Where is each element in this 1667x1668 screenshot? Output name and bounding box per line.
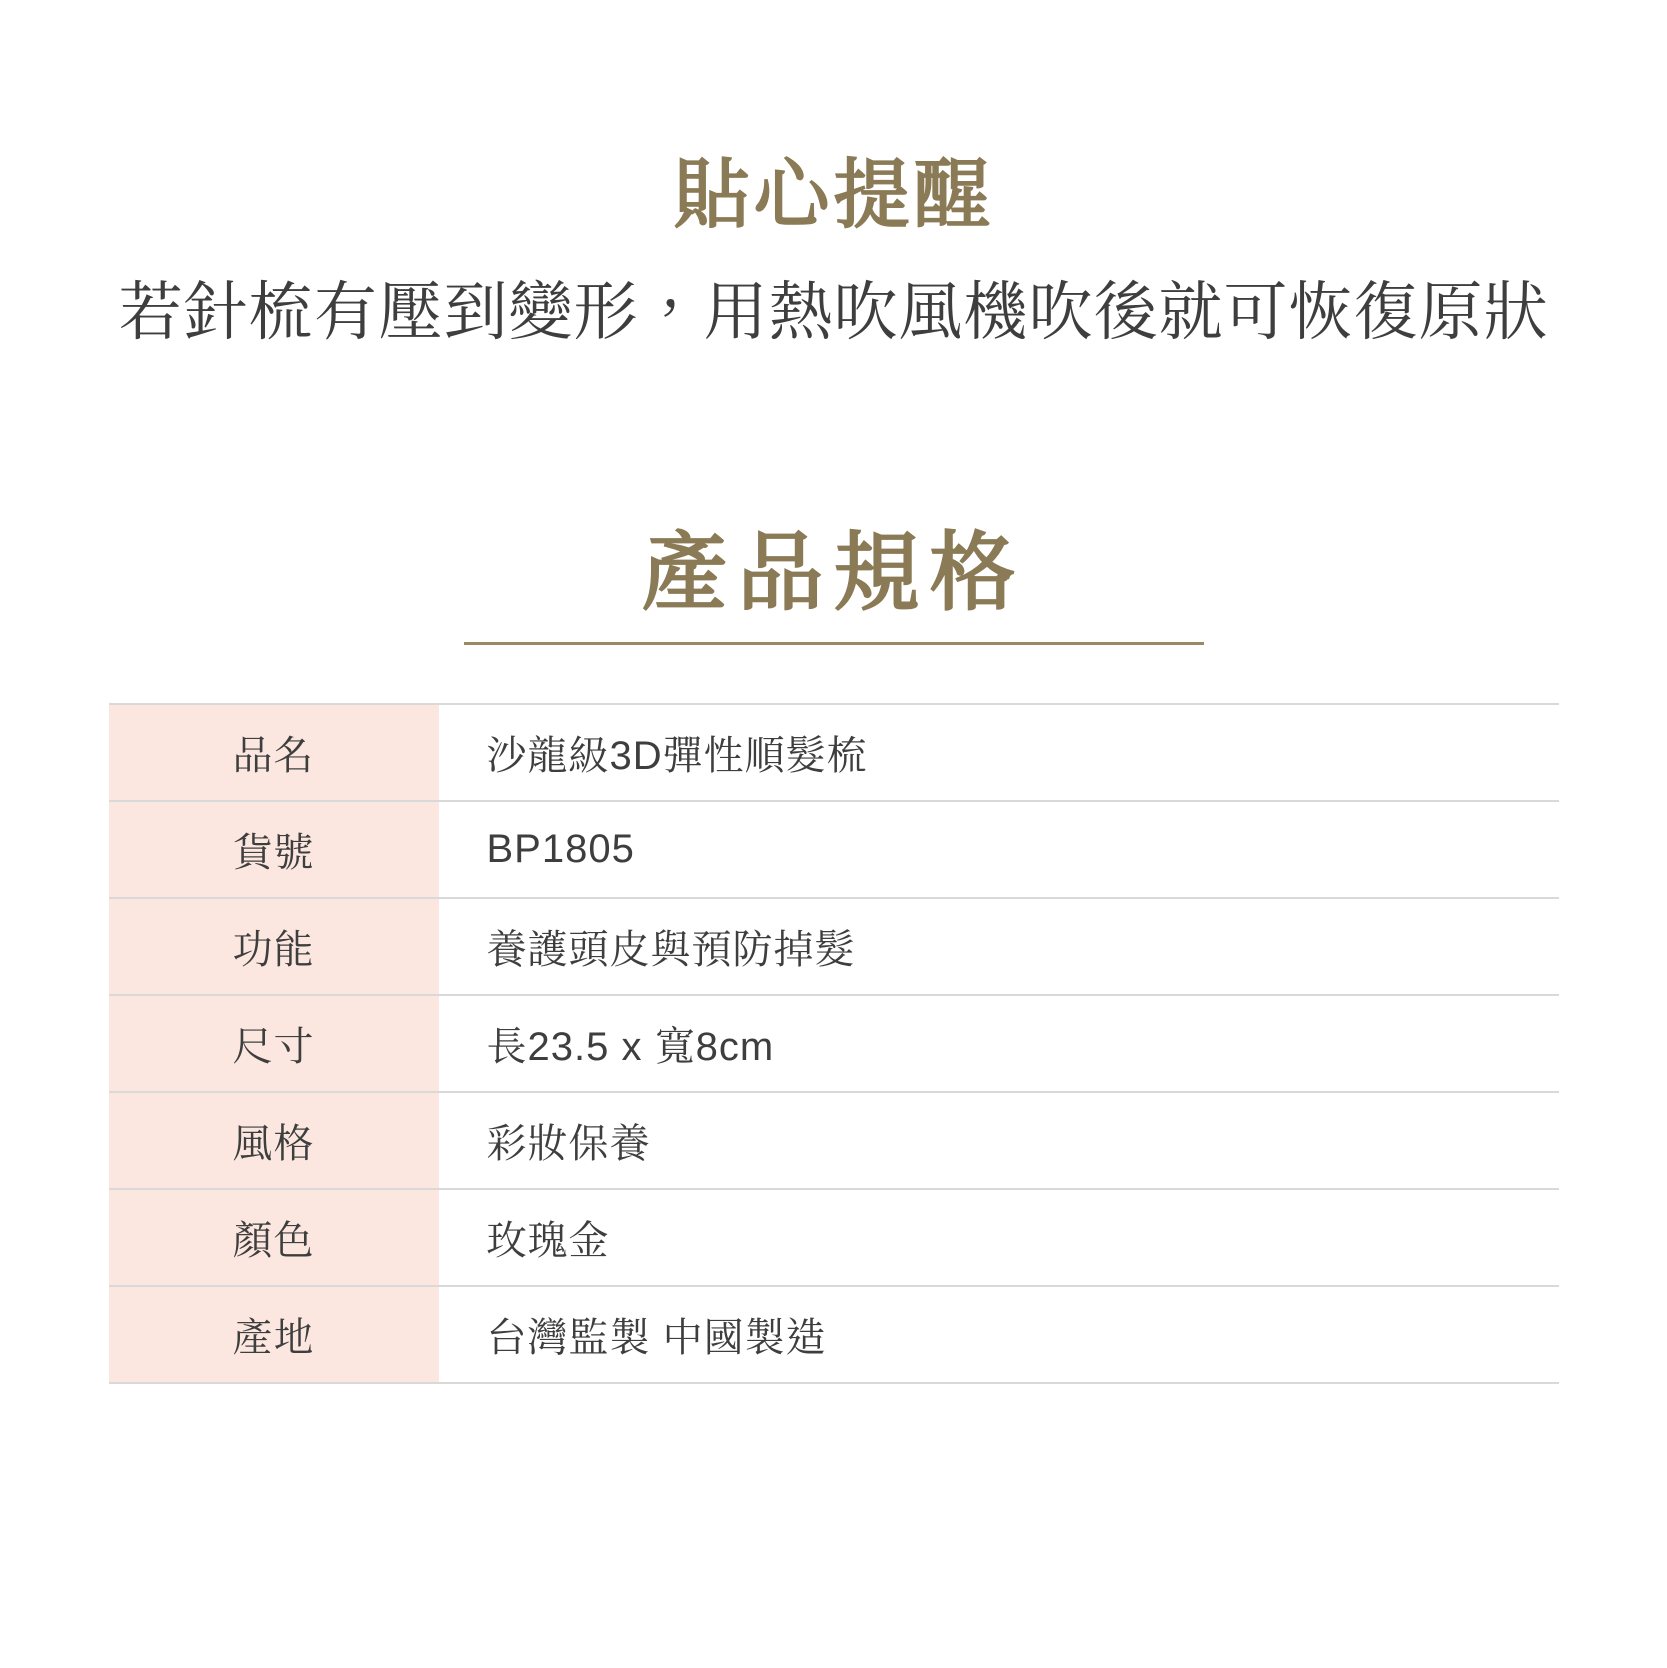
spec-label-cell: 貨號 — [109, 801, 439, 898]
spec-heading: 產品規格 — [641, 524, 1026, 621]
notice-body: 若針梳有壓到變形，用熱吹風機吹後就可恢復原狀 — [118, 276, 1549, 349]
table-row — [109, 801, 1559, 898]
table-row — [109, 898, 1559, 995]
spec-label-cell: 尺寸 — [109, 995, 439, 1092]
spec-label-cell: 功能 — [109, 898, 439, 995]
spec-section — [0, 526, 1667, 1385]
table-row — [109, 995, 1559, 1092]
spec-table — [109, 703, 1559, 1384]
spec-label-cell: 顏色 — [109, 1189, 439, 1286]
spec-label-cell: 品名 — [109, 704, 439, 801]
spec-label-cell: 產地 — [109, 1286, 439, 1383]
spec-value-cell: 養護頭皮與預防掉髮 — [439, 898, 1559, 995]
spec-table-body — [109, 704, 1559, 1383]
spec-value-cell: 彩妝保養 — [439, 1092, 1559, 1189]
notice-title: 貼心提醒 — [673, 153, 994, 238]
spec-value-cell: 玫瑰金 — [439, 1189, 1559, 1286]
spec-value-cell: BP1805 — [439, 801, 1559, 898]
table-row — [109, 704, 1559, 801]
spec-value-cell: 長23.5 x 寬8cm — [439, 995, 1559, 1092]
spec-label-cell: 風格 — [109, 1092, 439, 1189]
spec-table-wrap — [109, 703, 1559, 1384]
spec-heading-wrap — [0, 526, 1667, 646]
spec-value-cell: 台灣監製 中國製造 — [439, 1286, 1559, 1383]
notice-section — [0, 0, 1667, 356]
spec-value-cell: 沙龍級3D彈性順髮梳 — [439, 704, 1559, 801]
table-row — [109, 1092, 1559, 1189]
spec-heading-divider — [464, 642, 1204, 645]
table-row — [109, 1189, 1559, 1286]
table-row — [109, 1286, 1559, 1383]
